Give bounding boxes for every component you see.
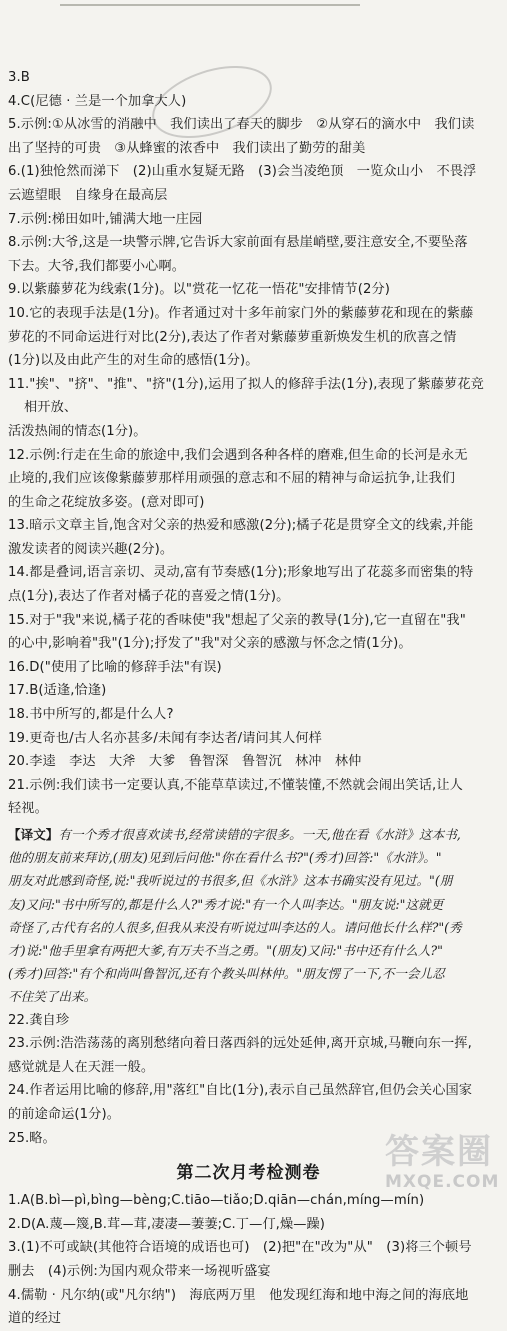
answer-line: 止境的,我们应该像紫藤萝那样用顽强的意志和不屈的精神与命运抗争,让我们	[8, 471, 456, 487]
answer-line: 萝花的不同命运进行对比(2分),表达了作者对紫藤萝重新焕发生机的欣喜之情	[8, 329, 457, 345]
watermark-url: MXQE.COM	[385, 1172, 500, 1192]
translation-block	[8, 823, 489, 1009]
translation-line: 不住笑了出来。	[8, 989, 97, 1005]
answer-line: 的生命之花绽放多姿。(意对即可)	[8, 494, 205, 510]
answer-line: 7.示例:梯田如叶,铺满大地一庄园	[8, 211, 203, 227]
answer-item	[8, 656, 489, 680]
section-title: 第二次月考检测卷	[176, 1163, 321, 1184]
translation-line: 朋友对此感到奇怪,说:"我听说过的书很多,但《水浒》这本书确实没有见过。"(朋	[8, 873, 453, 889]
answer-line: 的心中,影响着"我"(1分);抒发了"我"对父亲的感激与怀念之情(1分)。	[8, 636, 412, 652]
answer-line: 道的经过	[8, 1311, 62, 1327]
translation-line: 友)又问:"书中所写的,都是什么人?"秀才说:"有一个人叫李达。"朋友说:"这就更	[8, 896, 444, 912]
answer-line: 11."挨"、"挤"、"推"、"挤"(1分),运用了拟人的修辞手法(1分),表现了紫藤萝花竞相开放、	[8, 376, 484, 416]
translation-line: (秀才)回答:"有个和尚叫鲁智沉,还有个教头叫林仲。"朋友愣了一下,不一会儿忍	[8, 966, 445, 982]
answer-line: 1.A(B.bì—pì,bìng—bèng;C.tiāo—tiǎo;D.qiān—chán,míng—mín)	[8, 1193, 425, 1209]
answer-line: 激发读者的阅读兴趣(2分)。	[8, 541, 174, 557]
translation-tag: 【译文】	[8, 827, 59, 842]
answer-line: 13.暗示文章主旨,饱含对父亲的热爱和感激(2分);橘子花是贯穿全文的线索,并能	[8, 518, 474, 534]
answer-line: (1分)以及由此产生的对生命的感悟(1分)。	[8, 353, 259, 369]
answer-item	[8, 302, 489, 373]
answer-line: 21.示例:我们读书一定要认真,不能草草读过,不懂装懂,不然就会闹出笑话,让人	[8, 777, 463, 793]
answer-line: 19.更奇也/古人名亦甚多/未闻有李达者/请问其人何样	[8, 730, 322, 746]
answer-line: 15.对于"我"来说,橘子花的香味使"我"想起了父亲的教导(1分),它一直留在"我"	[8, 612, 466, 628]
answer-line: 点(1分),表达了作者对橘子花的喜爱之情(1分)。	[8, 589, 290, 605]
answer-line: 3.(1)不可或缺(其他符合语境的成语也可) (2)把"在"改为"从" (3)将三个顿号	[8, 1240, 472, 1256]
answer-item	[8, 774, 489, 821]
answer-item	[8, 561, 489, 608]
answer-item	[8, 373, 489, 444]
answer-line: 2.D(A.蔑—篾,B.茸—茸,凄凄—萋萋;C.丁—仃,燥—躁)	[8, 1216, 326, 1232]
answer-line: 23.示例:浩浩荡荡的离别愁绪向着日落西斜的远处延伸,离开京城,马鞭向东一挥,	[8, 1036, 472, 1052]
translation-line: 奇怪了,古代有名的人很多,但我从来没有听说过叫李达的人。请问他长什么样?"(秀	[8, 919, 462, 935]
answer-list-part2	[8, 1009, 489, 1151]
answer-item	[8, 1284, 489, 1331]
answer-line: 3.B	[8, 70, 30, 85]
answer-item	[8, 1213, 489, 1237]
answer-item	[8, 90, 489, 114]
answer-item	[8, 750, 489, 774]
answer-line: 出了坚持的可贵 ③从蜂蜜的浓香中 我们读出了勤劳的甜美	[8, 140, 366, 156]
answer-line: 16.D("使用了比喻的修辞手法"有误)	[8, 659, 222, 675]
answer-line: 轻视。	[8, 801, 48, 817]
answer-item	[8, 1236, 489, 1283]
answer-line: 活泼热闹的情态(1分)。	[8, 423, 147, 439]
answer-line: 的前途命运(1分)。	[8, 1107, 120, 1122]
answer-item	[8, 609, 489, 656]
answer-line: 10.它的表现手法是(1分)。作者通过对十多年前家门外的紫藤萝花和现在的紫藤	[8, 305, 474, 321]
answer-line: 6.(1)独怆然而涕下 (2)山重水复疑无路 (3)会当凌绝顶 一览众山小 不畏浮	[8, 164, 477, 180]
answer-line: 20.李逵 李达 大斧 大爹 鲁智深 鲁智沉 林冲 林仲	[8, 754, 362, 770]
answer-item	[8, 703, 489, 727]
answer-line: 删去 (4)示例:为国内观众带来一场视听盛宴	[8, 1263, 271, 1279]
translation-line: 他的朋友前来拜访,(朋友)见到后问他:"你在看什么书?"(秀才)回答:"《水浒》。"	[8, 850, 442, 866]
answer-item	[8, 1079, 489, 1126]
answer-list-part1	[8, 66, 489, 821]
answer-line: 5.示例:①从冰雪的消融中 我们读出了春天的脚步 ②从穿石的滴水中 我们读	[8, 117, 475, 133]
answer-item	[8, 66, 489, 90]
answer-item	[8, 278, 489, 302]
answer-list-part3	[8, 1189, 489, 1331]
answer-item	[8, 208, 489, 232]
answer-item	[8, 1009, 489, 1033]
answer-item	[8, 1032, 489, 1079]
answer-line: 24.作者运用比喻的修辞,用"落红"自比(1分),表示自己虽然辞官,但仍会关心国家	[8, 1083, 473, 1099]
answer-item	[8, 679, 489, 703]
translation-line: 才)说:"他手里拿有两把大爹,有万夫不当之勇。"(朋友)又问:"书中还有什么人?"	[8, 943, 443, 959]
answer-line: 25.略。	[8, 1130, 56, 1146]
answer-line: 4.C(尼德 · 兰是一个加拿大人)	[8, 93, 187, 109]
answer-item	[8, 444, 489, 515]
answer-item	[8, 113, 489, 160]
answer-item	[8, 160, 489, 207]
translation-line: 有一个秀才很喜欢读书,经常读错的字很多。一天,他在看《水浒》这本书,	[58, 827, 461, 842]
answer-line: 4.儒勒 · 凡尔纳(或"凡尔纳") 海底两万里 他发现红海和地中海之间的海底地	[8, 1287, 469, 1303]
answer-line: 9.以紫藤萝花为线索(1分)。以"赏花一忆花一悟花"安排情节(2分)	[8, 282, 390, 298]
answer-line: 8.示例:大爷,这是一块警示牌,它告诉大家前面有悬崖峭壁,要注意安全,不要坠落	[8, 235, 468, 251]
answer-line: 14.都是叠词,语言亲切、灵动,富有节奏感(1分);形象地写出了花蕊多而密集的特	[8, 565, 474, 581]
answer-item	[8, 514, 489, 561]
answer-line: 17.B(适逢,恰逢)	[8, 683, 107, 699]
watermark-logo: 答案圈	[385, 1132, 493, 1172]
answer-line: 22.龚自珍	[8, 1012, 70, 1028]
answer-line: 12.示例:行走在生命的旅途中,我们会遇到各种各样的磨难,但生命的长河是永无	[8, 447, 468, 463]
answer-line: 18.书中所写的,都是什么人?	[8, 707, 174, 723]
answer-line: 感觉就是人在天涯一般。	[8, 1059, 155, 1075]
answer-line: 下去。大爷,我们都要小心啊。	[8, 258, 186, 274]
site-watermark	[385, 1132, 503, 1196]
answer-item	[8, 727, 489, 751]
answer-line: 云遮望眼 自缘身在最高层	[8, 187, 168, 203]
answer-item	[8, 231, 489, 278]
